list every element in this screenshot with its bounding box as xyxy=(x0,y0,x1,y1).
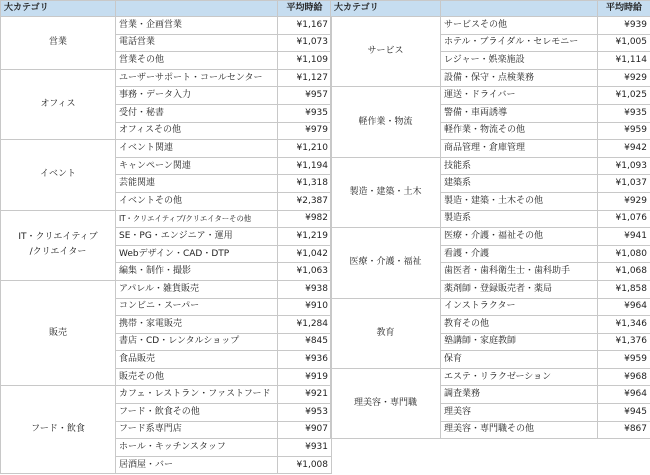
subcategory-name: 軽作業・物流その他 xyxy=(441,122,598,140)
subcategory-name: ホテル・ブライダル・セレモニー xyxy=(441,34,598,52)
average-wage: ¥959 xyxy=(598,122,650,140)
subcategory-name: SE・PG・エンジニア・運用 xyxy=(116,228,278,246)
table-row xyxy=(1,210,332,228)
average-wage: ¥1,219 xyxy=(278,228,332,246)
average-wage: ¥921 xyxy=(278,386,332,404)
category-label: 教育 xyxy=(376,327,395,338)
category-cell xyxy=(1,280,116,386)
subcategory-name: 携帯・家電販売 xyxy=(116,316,278,334)
subcategory-name: 編集・制作・撮影 xyxy=(116,263,278,281)
subcategory-name: 製造系 xyxy=(441,210,598,228)
average-wage: ¥1,042 xyxy=(278,245,332,263)
category-cell xyxy=(331,157,441,227)
average-wage: ¥1,008 xyxy=(278,456,332,474)
table-row xyxy=(1,386,332,404)
category-label: 軽作業・物流 xyxy=(358,116,413,127)
subcategory-name: 事務・データ入力 xyxy=(116,87,278,105)
subcategory-name: 営業・企画営業 xyxy=(116,17,278,35)
subcategory-name: 調査業務 xyxy=(441,386,598,404)
subcategory-name: 営業その他 xyxy=(116,52,278,70)
subcategory-name: 看護・介護 xyxy=(441,245,598,263)
average-wage: ¥1,073 xyxy=(278,34,332,52)
table-row xyxy=(1,69,332,87)
category-cell xyxy=(1,69,116,139)
subcategory-name: ホール・キッチンスタッフ xyxy=(116,439,278,457)
table-row xyxy=(331,228,650,246)
table-row xyxy=(331,87,650,105)
average-wage: ¥938 xyxy=(278,280,332,298)
average-wage: ¥929 xyxy=(598,69,650,87)
subcategory-name: エステ・リラクゼーション xyxy=(441,368,598,386)
category-label: イベント xyxy=(39,169,76,180)
average-wage: ¥1,076 xyxy=(598,210,650,228)
average-wage: ¥1,127 xyxy=(278,69,332,87)
average-wage: ¥979 xyxy=(278,122,332,140)
average-wage: ¥1,109 xyxy=(278,52,332,70)
average-wage: ¥957 xyxy=(278,87,332,105)
average-wage: ¥1,858 xyxy=(598,280,650,298)
category-cell xyxy=(331,87,441,157)
subcategory-name: 製造・建築・土木その他 xyxy=(441,192,598,210)
average-wage: ¥935 xyxy=(278,104,332,122)
subcategory-name: フード系専門店 xyxy=(116,421,278,439)
subcategory-name: 運送・ドライバー xyxy=(441,87,598,105)
subcategory-name: 保育 xyxy=(441,351,598,369)
category-label: サービス xyxy=(367,46,404,57)
category-cell xyxy=(1,386,116,474)
subcategory-name: 販売その他 xyxy=(116,368,278,386)
subcategory-name: 居酒屋・バー xyxy=(116,456,278,474)
average-wage: ¥1,376 xyxy=(598,333,650,351)
average-wage: ¥936 xyxy=(278,351,332,369)
subcategory-name: 受付・秘書 xyxy=(116,104,278,122)
average-wage: ¥907 xyxy=(278,421,332,439)
average-wage: ¥939 xyxy=(598,17,650,35)
average-wage: ¥1,284 xyxy=(278,316,332,334)
average-wage: ¥1,037 xyxy=(598,175,650,193)
subcategory-name: イベントその他 xyxy=(116,192,278,210)
average-wage: ¥1,025 xyxy=(598,87,650,105)
subcategory-name: レジャー・娯楽施設 xyxy=(441,52,598,70)
subcategory-name: 歯医者・歯科衛生士・歯科助手 xyxy=(441,263,598,281)
average-wage: ¥959 xyxy=(598,351,650,369)
subcategory-name: キャンペーン関連 xyxy=(116,157,278,175)
average-wage: ¥1,063 xyxy=(278,263,332,281)
category-cell xyxy=(1,140,116,210)
right-wage-table xyxy=(330,0,650,439)
header-category: 大カテゴリ xyxy=(1,1,116,17)
subcategory-name: ユーザーサポート・コールセンター xyxy=(116,69,278,87)
category-cell xyxy=(331,298,441,368)
table-row xyxy=(1,140,332,158)
category-label: 医療・介護・福祉 xyxy=(349,257,422,268)
average-wage: ¥1,318 xyxy=(278,175,332,193)
header-subcategory xyxy=(116,1,278,17)
category-cell xyxy=(331,368,441,438)
table-row xyxy=(331,157,650,175)
subcategory-name: 書店・CD・レンタルショップ xyxy=(116,333,278,351)
subcategory-name: 理美容 xyxy=(441,404,598,422)
subcategory-name: サービスその他 xyxy=(441,17,598,35)
table-row xyxy=(1,17,332,35)
average-wage: ¥1,005 xyxy=(598,34,650,52)
subcategory-name: 電話営業 xyxy=(116,34,278,52)
header-row xyxy=(1,1,332,17)
average-wage: ¥964 xyxy=(598,298,650,316)
subcategory-name: オフィスその他 xyxy=(116,122,278,140)
subcategory-name: 薬剤師・登録販売者・薬局 xyxy=(441,280,598,298)
header-category: 大カテゴリ xyxy=(331,1,441,17)
subcategory-name: イベント関連 xyxy=(116,140,278,158)
subcategory-name: IT・クリエイティブ/クリエイターその他 xyxy=(116,210,278,228)
average-wage: ¥1,080 xyxy=(598,245,650,263)
subcategory-name: アパレル・雑貨販売 xyxy=(116,280,278,298)
subcategory-name: 設備・保守・点検業務 xyxy=(441,69,598,87)
subcategory-name: 教育その他 xyxy=(441,316,598,334)
subcategory-name: インストラクター xyxy=(441,298,598,316)
average-wage: ¥1,093 xyxy=(598,157,650,175)
category-label: 営業 xyxy=(48,37,67,48)
subcategory-name: 芸能関連 xyxy=(116,175,278,193)
subcategory-name: 医療・介護・福祉その他 xyxy=(441,228,598,246)
header-wage: 平均時給 xyxy=(278,1,332,17)
subcategory-name: コンビニ・スーパー xyxy=(116,298,278,316)
subcategory-name: フード・飲食その他 xyxy=(116,404,278,422)
average-wage: ¥945 xyxy=(598,404,650,422)
average-wage: ¥929 xyxy=(598,192,650,210)
subcategory-name: カフェ・レストラン・ファストフード xyxy=(116,386,278,404)
average-wage: ¥964 xyxy=(598,386,650,404)
header-wage: 平均時給 xyxy=(598,1,650,17)
average-wage: ¥1,210 xyxy=(278,140,332,158)
category-label: 販売 xyxy=(48,327,67,338)
average-wage: ¥953 xyxy=(278,404,332,422)
subcategory-name: 建築系 xyxy=(441,175,598,193)
category-label: オフィス xyxy=(40,98,76,109)
average-wage: ¥1,346 xyxy=(598,316,650,334)
category-cell xyxy=(1,17,116,70)
average-wage: ¥2,387 xyxy=(278,192,332,210)
category-label: IT・クリエイティブ xyxy=(18,232,98,243)
subcategory-name: 塾講師・家庭教師 xyxy=(441,333,598,351)
average-wage: ¥910 xyxy=(278,298,332,316)
table-row xyxy=(1,280,332,298)
category-cell xyxy=(1,210,116,280)
subcategory-name: 理美容・専門職その他 xyxy=(441,421,598,439)
average-wage: ¥1,194 xyxy=(278,157,332,175)
average-wage: ¥1,068 xyxy=(598,263,650,281)
average-wage: ¥942 xyxy=(598,140,650,158)
subcategory-name: 食品販売 xyxy=(116,351,278,369)
average-wage: ¥919 xyxy=(278,368,332,386)
header-subcategory xyxy=(441,1,598,17)
table-row xyxy=(331,298,650,316)
category-label: フード・飲食 xyxy=(31,424,85,435)
category-label: 理美容・専門職 xyxy=(353,398,417,409)
average-wage: ¥867 xyxy=(598,421,650,439)
average-wage: ¥931 xyxy=(278,439,332,457)
average-wage: ¥941 xyxy=(598,228,650,246)
average-wage: ¥982 xyxy=(278,210,332,228)
subcategory-name: Webデザイン・CAD・DTP xyxy=(116,245,278,263)
average-wage: ¥845 xyxy=(278,333,332,351)
table-row xyxy=(331,17,650,35)
subcategory-name: 商品管理・倉庫管理 xyxy=(441,140,598,158)
subcategory-name: 警備・車両誘導 xyxy=(441,104,598,122)
average-wage: ¥1,167 xyxy=(278,17,332,35)
average-wage: ¥935 xyxy=(598,104,650,122)
category-cell xyxy=(331,228,441,298)
average-wage: ¥1,114 xyxy=(598,52,650,70)
table-row xyxy=(331,368,650,386)
header-row xyxy=(331,1,650,17)
category-label: 製造・建築・土木 xyxy=(349,186,422,197)
subcategory-name: 技能系 xyxy=(441,157,598,175)
category-label: /クリエイター xyxy=(29,247,87,258)
category-cell xyxy=(331,17,441,87)
average-wage: ¥968 xyxy=(598,368,650,386)
